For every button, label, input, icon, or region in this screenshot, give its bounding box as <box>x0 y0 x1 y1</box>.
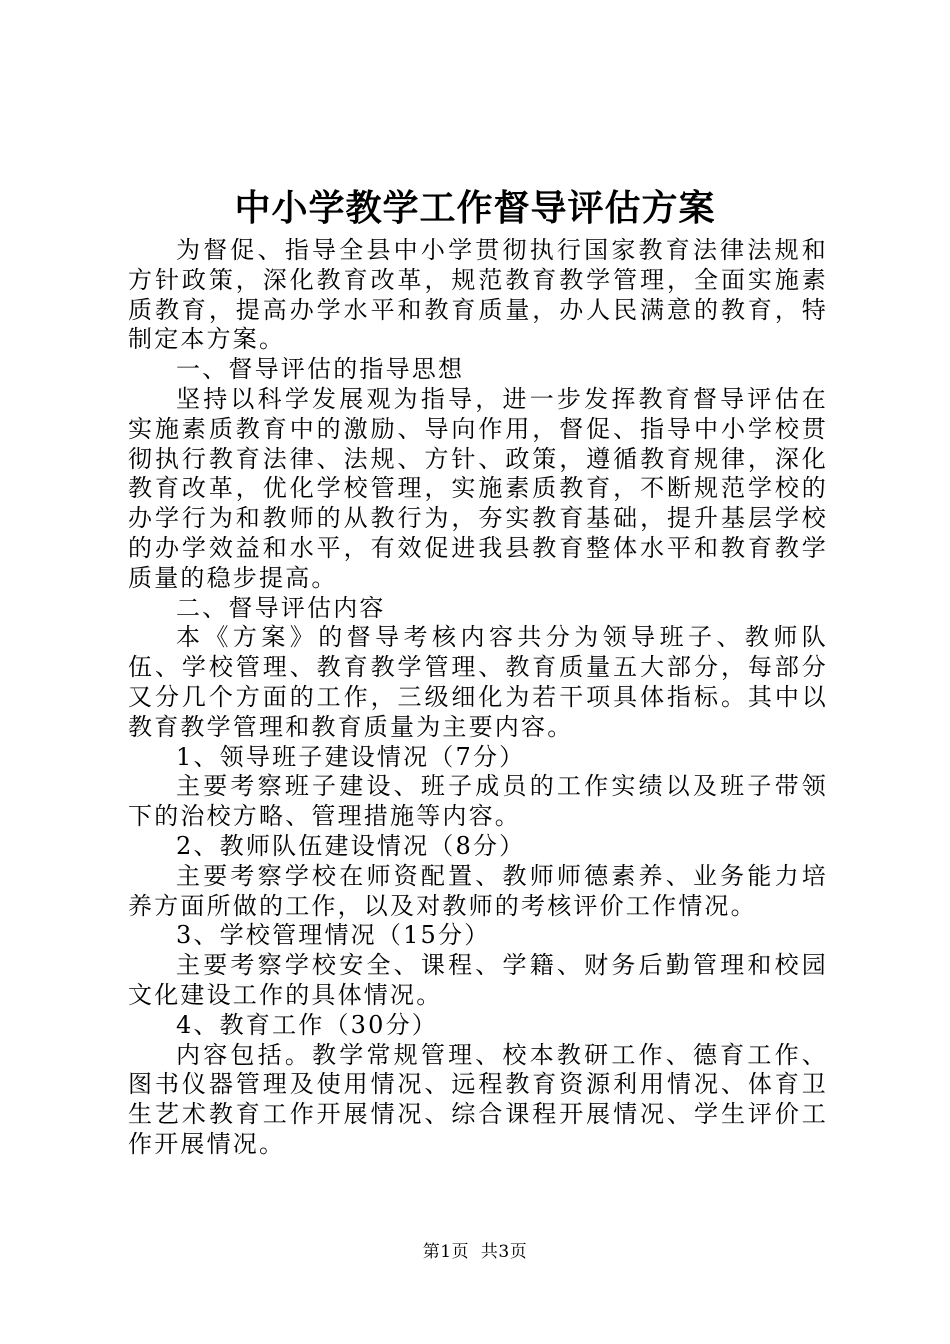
paragraph-guiding-ideology: 坚持以科学发展观为指导，进一步发挥教育督导评估在实施素质教育中的激励、导向作用，督促、指导中小学校贯彻执行教育法律、法规、方针、政策，遵循教育规律，深化教育改革，优化学校管理，实施素质教育，不断规范学校的办学行为和教师的从教行为，夯实教育基础，提升基层学校的办学效益和水平，有效促进我县教育整体水平和教育教学质量的稳步提高。 <box>128 384 828 592</box>
document-title: 中小学教学工作督导评估方案 <box>234 187 716 229</box>
subheading-leadership: 1、领导班子建设情况（7分） <box>176 742 526 771</box>
page-total: 共3页 <box>480 1242 528 1262</box>
subheading-teachers: 2、教师队伍建设情况（8分） <box>176 831 526 860</box>
paragraph-school-management: 主要考察学校安全、课程、学籍、财务后勤管理和校园文化建设工作的具体情况。 <box>128 951 828 1009</box>
paragraph-evaluation-content: 本《方案》的督导考核内容共分为领导班子、教师队伍、学校管理、教育教学管理、教育质量五大部分，每部分又分几个方面的工作，三级细化为若干项具体指标。其中以教育教学管理和教育质量为主要内容。 <box>128 623 828 741</box>
section-heading-evaluation-content: 二、督导评估内容 <box>176 593 386 622</box>
section-heading-guiding-ideology: 一、督导评估的指导思想 <box>176 355 465 384</box>
document-body <box>128 236 828 1160</box>
paragraph-intro: 为督促、指导全县中小学贯彻执行国家教育法律法规和方针政策，深化教育改革，规范教育教学管理，全面实施素质教育，提高办学水平和教育质量，办人民满意的教育，特制定本方案。 <box>128 236 828 354</box>
subheading-school-management: 3、学校管理情况（15分） <box>176 921 491 950</box>
subheading-education-work: 4、教育工作（30分） <box>176 1010 439 1039</box>
paragraph-teachers: 主要考察学校在师资配置、教师师德素养、业务能力培养方面所做的工作，以及对教师的考核评价工作情况。 <box>128 861 828 920</box>
paragraph-leadership: 主要考察班子建设、班子成员的工作实绩以及班子带领下的治校方略、管理措施等内容。 <box>128 772 828 831</box>
paragraph-education-work: 内容包括。教学常规管理、校本教研工作、德育工作、图书仪器管理及使用情况、远程教育资源利用情况、体育卫生艺术教育工作开展情况、综合课程开展情况、学生评价工作开展情况。 <box>128 1040 828 1158</box>
page-number: 第1页 <box>422 1242 470 1262</box>
page-footer <box>0 1240 950 1264</box>
